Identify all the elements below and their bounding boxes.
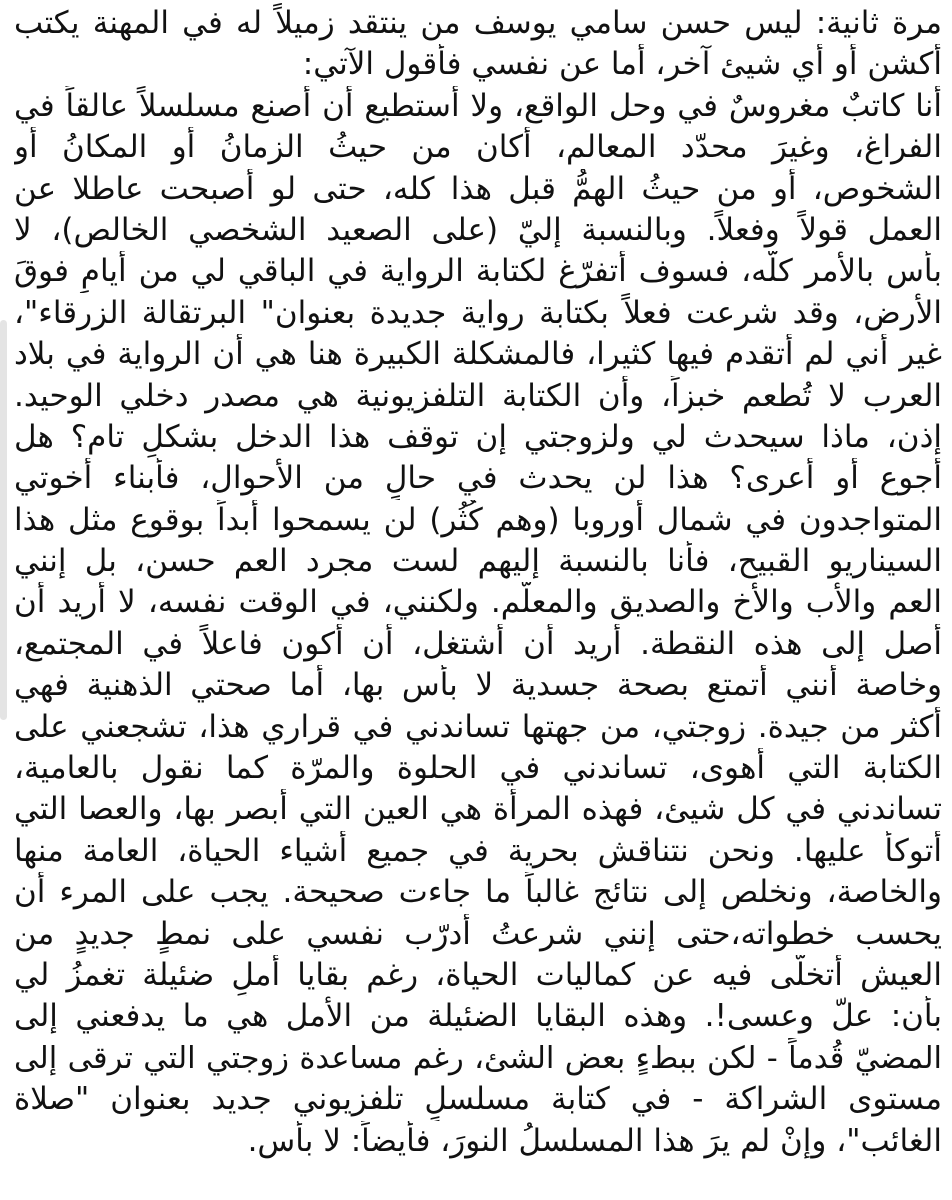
text-line: أجوع أو أعرى؟ هذا لن يحدث في حالٍ من الأحوال، فأبناء أخوتي [14,460,942,497]
text-line: الأرض، وقد شرعت فعلاً بكتابة رواية جديدة بعنوان" البرتقالة الزرقاء"، [14,294,942,331]
text-line: يحسب خطواته،حتى إنني شرعتُ أدرّب نفسي على نمطٍ جديدٍ من [14,915,942,952]
scrollbar[interactable] [0,320,7,720]
text-line: الكتابة التي أهوى، تساندني في الحلوة والمرّة كما نقول بالعامية، [14,750,942,787]
text-line: الغائب"، وإنْ لم يرَ هذا المسلسلُ النورَ، فأيضاً: لا بأس. [247,1122,942,1159]
article-text [14,3,942,1162]
text-line: أكشن أو أي شيئ آخر، أما عن نفسي فأقول الآتي: [302,46,942,83]
text-line: المتواجدون في شمال أوروبا (وهم كُثُر) لن يسمحوا أبداً بوقوع مثل هذا [14,501,942,538]
text-line: مرة ثانية: ليس حسن سامي يوسف من ينتقد زميلاً له في المهنة يكتب [14,5,942,41]
text-line: أنا كاتبٌ مغروسٌ في وحل الواقع، ولا أستطيع أن أصنع مسلسلاً عالقاً في [14,87,942,124]
text-line: إذن، ماذا سيحدث لي ولزوجتي إن توقف هذا الدخل بشكلٍ تام؟ هل [14,418,942,455]
text-line: أكثر من جيدة. زوجتي، من جهتها تساندني في قراري هذا، تشجعني على [14,708,942,745]
text-line: تساندني في كل شيئ، فهذه المرأة هي العين التي أبصر بها، والعصا التي [14,791,942,828]
text-line: العرب لا تُطعم خبزاً، وأن الكتابة التلفزيونية هي مصدر دخلي الوحيد. [14,377,942,414]
text-line: العمل قولاً وفعلاً. وبالنسبة إليّ (على الصعيد الشخصي الخالص)، لا [14,211,942,248]
text-line: السيناريو القبيح، فأنا بالنسبة إليهم لست مجرد العم حسن، بل إنني [14,543,942,580]
text-line: والخاصة، ونخلص إلى نتائج غالباً ما جاءت صحيحة. يجب على المرء أن [14,874,942,911]
text-line: المضيّ قُدماً - لكن ببطءٍ بعض الشئ، رغم مساعدة زوجتي التي ترقى إلى [14,1040,942,1076]
text-line: وخاصة أنني أتمتع بصحة جسدية لا بأس بها، أما صحتي الذهنية فهي [14,667,942,704]
text-line: بأن: علّ وعسى!. وهذه البقايا الضئيلة من الأمل هي ما يدفعني إلى [14,998,942,1035]
text-line: أتوكأ عليها. ونحن نتناقش بحرية في جميع أشياء الحياة، العامة منها [14,832,942,869]
text-line: بأس بالأمر كلّه، فسوف أتفرّغ لكتابة الرواية في الباقي لي من أيامٍ فوقَ [14,253,942,290]
text-line: العم والأب والأخ والصديق والمعلّم. ولكنني، في الوقت نفسه، لا أريد أن [14,584,942,621]
text-line: مستوى الشراكة - في كتابة مسلسلٍ تلفزيوني جديد بعنوان "صلاة [14,1081,942,1118]
text-line: أصل إلى هذه النقطة. أريد أن أشتغل، أن أكون فاعلاً في المجتمع، [14,625,942,662]
text-line: الفراغ، وغيرَ محدّد المعالم، أكان من حيثُ الزمانُ أو المكانُ أو [14,129,942,166]
text-line: غير أني لم أتقدم فيها كثيرا، فالمشكلة الكبيرة هنا هي أن الرواية في بلاد [14,336,942,373]
text-line: الشخوص، أو من حيثُ الهمُّ قبل هذا كله، حتى لو أصبحت عاطلا عن [14,170,942,207]
text-line: العيش أتخلّى فيه عن كماليات الحياة، رغم بقايا أملٍ ضئيلة تغمزُ لي [14,956,942,993]
